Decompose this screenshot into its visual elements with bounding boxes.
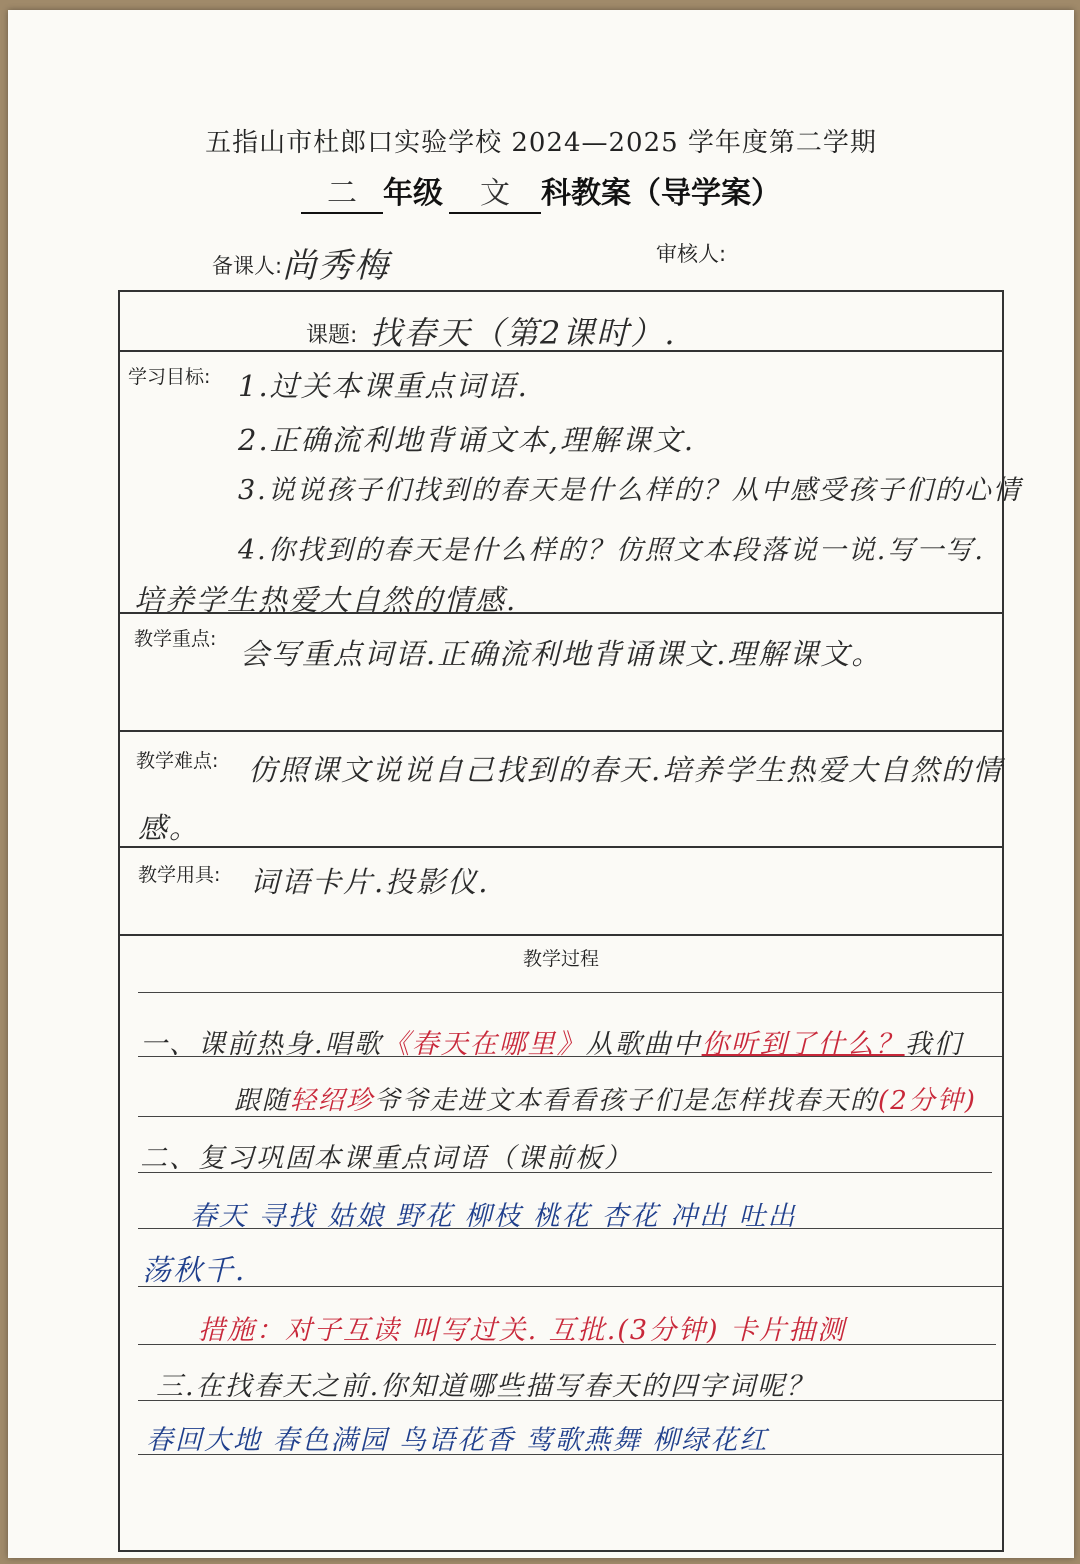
ruled-line — [138, 1228, 1002, 1229]
reviewer-label: 审核人: — [656, 242, 727, 266]
step1-prefix: 一、课前热身.唱歌 — [140, 1029, 383, 1060]
key-points-label: 教学重点: — [134, 628, 217, 650]
objective-item: 培养学生热爱大自然的情感. — [134, 583, 518, 617]
process-step-2-title: 二、复习巩固本课重点词语（课前板） — [140, 1143, 633, 1174]
objective-item: 4.你找到的春天是什么样的？仿照文本段落说一说.写一写. — [238, 535, 985, 566]
topic-label: 课题: — [306, 323, 358, 348]
row-divider — [120, 612, 1002, 614]
step1-time: (2分钟) — [878, 1086, 977, 1116]
row-divider — [120, 730, 1002, 732]
preparer-name: 尚秀梅 — [282, 246, 391, 286]
step1-mid: 从歌曲中 — [585, 1029, 702, 1060]
preparer-label: 备课人: — [212, 254, 283, 278]
subject-label: 科教案（导学案） — [541, 176, 781, 211]
step2-words: 春天 寻找 姑娘 野花 柳枝 桃花 杏花 冲出 吐出 — [190, 1201, 797, 1232]
process-step-1-cont — [234, 1080, 977, 1117]
difficulties-label: 教学难点: — [136, 750, 219, 772]
ruled-line — [138, 1172, 992, 1173]
ruled-line — [138, 1116, 1002, 1117]
step2-words-cont: 荡秋千. — [142, 1253, 247, 1287]
row-divider — [120, 350, 1002, 352]
row-divider — [120, 934, 1002, 936]
tools-text: 词语卡片.投影仪. — [250, 865, 490, 899]
step1-question: 你听到了什么？ — [701, 1029, 905, 1060]
step1-end: 我们 — [904, 1029, 963, 1060]
plan-title — [8, 168, 1074, 214]
process-label: 教学过程 — [522, 948, 599, 970]
grade-value: 二 — [301, 168, 383, 214]
ruled-line — [138, 1286, 1002, 1287]
ruled-line — [138, 1400, 1002, 1401]
ruled-line — [138, 1344, 996, 1345]
difficulties-text-cont: 感。 — [138, 811, 201, 845]
ruled-line — [138, 1454, 1002, 1455]
step2-measure: 措施：对子互读 叫写过关. 互批.(3分钟) 卡片抽测 — [198, 1315, 847, 1346]
ruled-line — [138, 992, 1002, 993]
row-divider — [120, 846, 1002, 848]
key-points-text: 会写重点词语.正确流利地背诵课文.理解课文。 — [240, 637, 883, 671]
lesson-plan-paper — [8, 10, 1074, 1558]
objective-item: 2.正确流利地背诵文本,理解课文. — [238, 423, 696, 457]
objective-item: 1.过关本课重点词语. — [238, 369, 529, 403]
reviewer — [656, 238, 726, 268]
step1-line2-red: 轻绍珍 — [290, 1086, 375, 1116]
subject-value: 文 — [449, 168, 541, 214]
step1-line2-a: 跟随 — [234, 1086, 291, 1116]
topic-value: 找春天（第2课时）. — [370, 314, 677, 352]
tools-label: 教学用具: — [138, 864, 221, 886]
ruled-line — [138, 1056, 1002, 1057]
grade-label: 年级 — [383, 176, 443, 211]
objective-item: 3.说说孩子们找到的春天是什么样的？从中感受孩子们的心情 — [238, 475, 1022, 506]
difficulties-text: 仿照课文说说自己找到的春天.培养学生热爱大自然的情 — [248, 753, 1004, 787]
step1-line2-b: 爷爷走进文本看看孩子们是怎样找春天的 — [374, 1086, 879, 1116]
process-step-3-title: 三.在找春天之前.你知道哪些描写春天的四字词呢？ — [156, 1371, 816, 1402]
step1-song: 《春天在哪里》 — [382, 1029, 586, 1060]
step3-words: 春回大地 春色满园 鸟语花香 莺歌燕舞 柳绿花红 — [146, 1425, 769, 1456]
school-header: 五指山市杜郎口实验学校 2024—2025 学年度第二学期 — [205, 128, 877, 158]
preparer — [212, 238, 390, 287]
objectives-label: 学习目标: — [128, 366, 211, 388]
plan-table — [118, 290, 1022, 1552]
